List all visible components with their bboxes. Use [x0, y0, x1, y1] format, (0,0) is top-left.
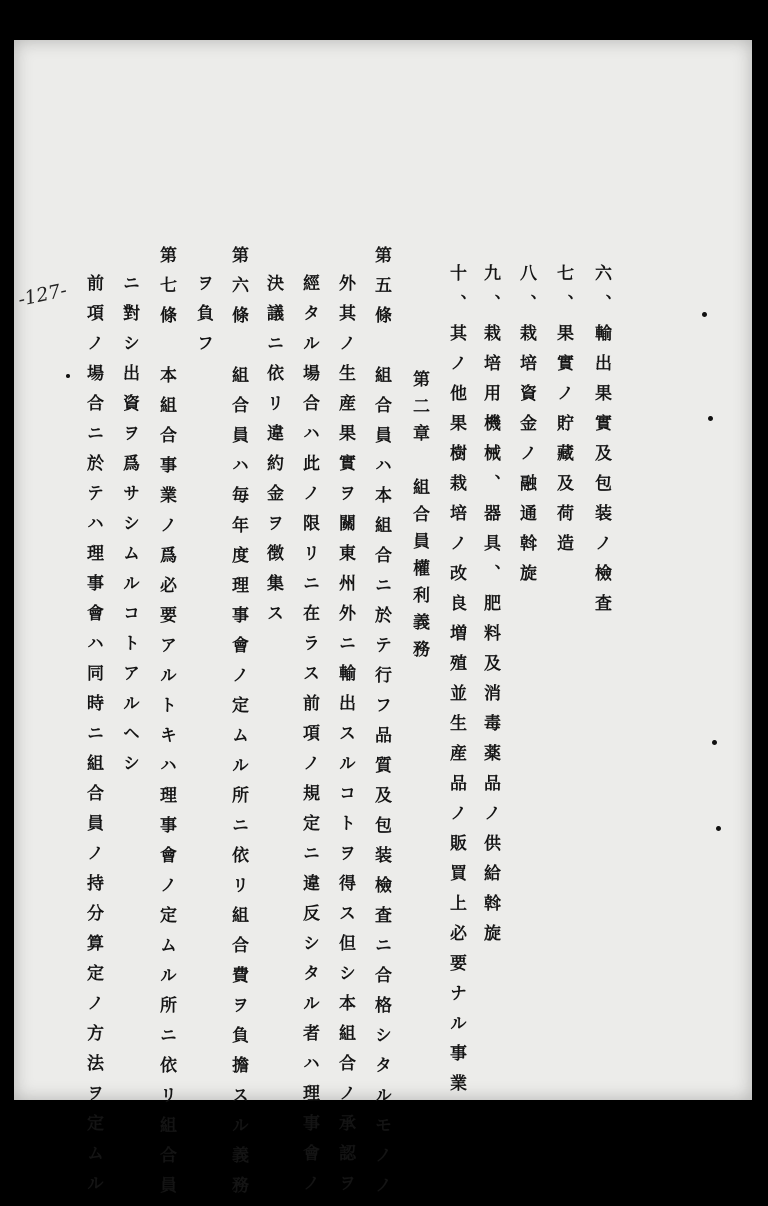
ink-speck	[702, 312, 707, 317]
text-column-14: ニ對シ出資ヲ爲サシムルコトアルヘシ	[119, 274, 139, 784]
text-column-10: 決議ニ依リ違約金ヲ徴集ス	[263, 274, 283, 634]
text-column-9: 經タル場合ハ此ノ限リニ在ラス前項ノ規定ニ違反シタル者ハ理事會ノ	[299, 274, 319, 1204]
text-column-12: ヲ負フ	[193, 274, 213, 364]
text-column-8: 外其ノ生産果實ヲ關東州外ニ輸出スルコトヲ得ス但シ本組合ノ承認ヲ	[335, 274, 355, 1204]
text-column-4: 九、栽培用機械、器具、肥料及消毒薬品ノ供給斡旋	[480, 264, 500, 954]
text-column-5: 十、其ノ他果樹栽培ノ改良増殖並生産品ノ販買上必要ナル事業	[446, 264, 466, 1104]
chapter-heading: 第二章 組合員權利義務	[409, 370, 429, 667]
text-column-1: 六、輸出果實及包装ノ檢査	[591, 264, 611, 624]
text-column-13: 第七條 本組合事業ノ爲必要アルトキハ理事會ノ定ムル所ニ依リ組合員	[156, 246, 176, 1206]
text-column-15: 前項ノ場合ニ於テハ理事會ハ同時ニ組合員ノ持分算定ノ方法ヲ定ムル	[83, 274, 103, 1204]
ink-speck	[66, 374, 70, 378]
text-column-7: 第五條 組合員ハ本組合ニ於テ行フ品質及包装檢査ニ合格シタルモノノ	[371, 246, 391, 1206]
ink-speck	[716, 826, 721, 831]
text-column-11: 第六條 組合員ハ毎年度理事會ノ定ムル所ニ依リ組合費ヲ負擔スル義務	[228, 246, 248, 1206]
ink-speck	[708, 416, 713, 421]
page-number: -127-	[16, 279, 69, 311]
text-column-2: 七、果實ノ貯藏及荷造	[553, 264, 573, 564]
text-column-3: 八、栽培資金ノ融通斡旋	[516, 264, 536, 594]
ink-speck	[712, 740, 717, 745]
